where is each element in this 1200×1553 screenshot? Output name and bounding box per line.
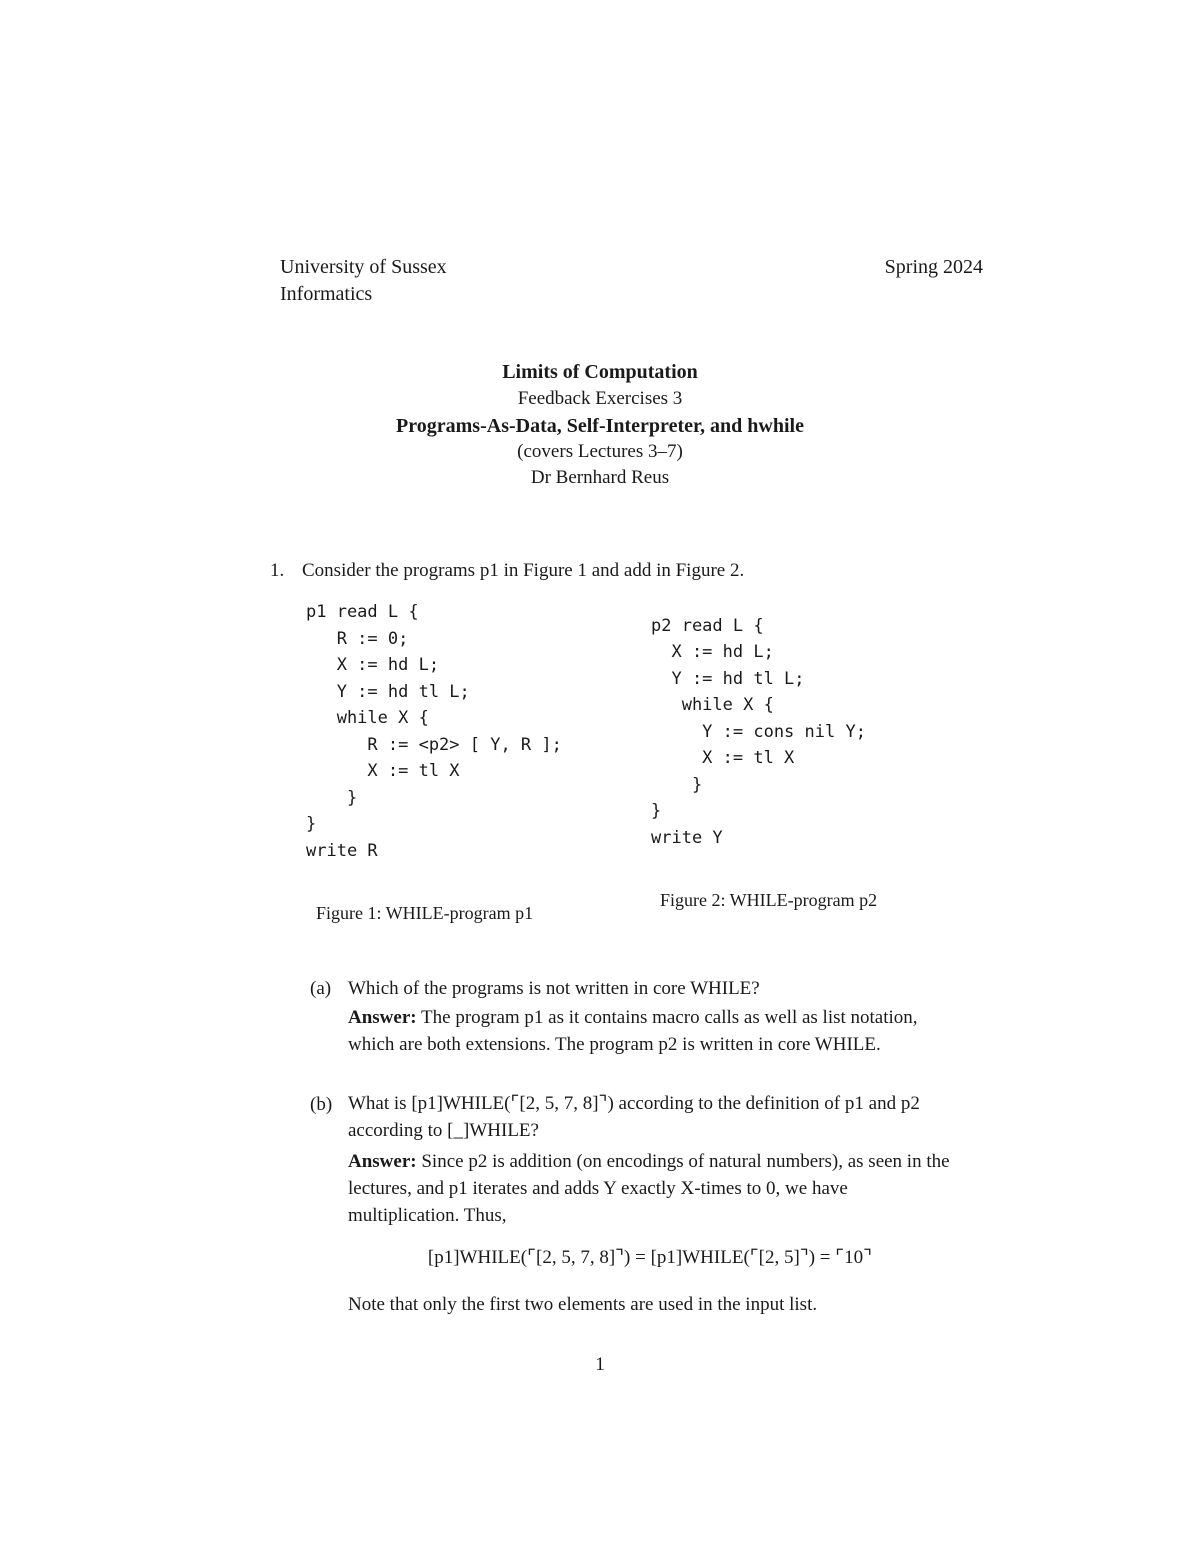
sheet-title: Feedback Exercises 3: [517, 388, 683, 409]
part-a-answer: [348, 1004, 953, 1058]
equation: [p1]WHILE(⌜[2, 5, 7, 8]⌝) = [p1]WHILE(⌜[2, 5]⌝) = ⌜10⌝: [427, 1247, 873, 1268]
code-line: while X {: [306, 708, 429, 728]
topic-title: Programs-As-Data, Self-Interpreter, and hwhile: [396, 415, 804, 437]
question-number: 1.: [270, 560, 285, 581]
code-line: write R: [306, 841, 378, 861]
code-line: R := 0;: [306, 629, 409, 649]
answer-text: The program p1 as it contains macro calls as well as list notation, which are both extensions. The program p2 is written in core WHILE.: [348, 1007, 918, 1055]
code-line: X := tl X: [651, 748, 795, 768]
code-line: write Y: [651, 828, 723, 848]
course-title: Limits of Computation: [502, 361, 698, 383]
coverage: (covers Lectures 3–7): [517, 441, 683, 462]
page-number: 1: [595, 1354, 605, 1375]
code-line: }: [306, 788, 358, 808]
code-line: Y := cons nil Y;: [651, 722, 866, 742]
institution: University of Sussex: [280, 256, 447, 278]
part-a-label: (a): [310, 978, 332, 999]
part-b-question: What is [p1]WHILE(⌜[2, 5, 7, 8]⌝) according to the definition of p1 and p2 according to [_]WHILE?: [348, 1093, 920, 1141]
answer-label: Answer:: [348, 1007, 417, 1028]
code-line: }: [306, 814, 317, 834]
code-line: }: [651, 775, 703, 795]
figure1-caption: Figure 1: WHILE-program p1: [316, 903, 534, 923]
question-intro: Consider the programs p1 in Figure 1 and add in Figure 2.: [302, 560, 745, 581]
part-a-question: Which of the programs is not written in core WHILE?: [348, 978, 760, 999]
code-line: while X {: [651, 695, 774, 715]
code-line: }: [651, 801, 662, 821]
code-line: p1 read L {: [306, 602, 419, 622]
code-line: Y := hd tl L;: [306, 682, 470, 702]
code-line: X := hd L;: [651, 642, 774, 662]
part-b-label: (b): [310, 1094, 333, 1115]
answer-text: Since p2 is addition (on encodings of natural numbers), as seen in the lectures, and p1 iterates and adds Y exactly X-times to 0, we have multiplication. Thus,: [348, 1151, 950, 1226]
code-line: Y := hd tl L;: [651, 669, 805, 689]
code-line: X := tl X: [306, 761, 460, 781]
answer-label: Answer:: [348, 1151, 417, 1172]
author: Dr Bernhard Reus: [530, 467, 670, 488]
figure2-caption: Figure 2: WHILE-program p2: [660, 890, 878, 910]
part-b-note: Note that only the first two elements are used in the input list.: [348, 1294, 818, 1315]
code-line: R := <p2> [ Y, R ];: [306, 735, 562, 755]
code-line: X := hd L;: [306, 655, 440, 675]
code-line: p2 read L {: [651, 616, 764, 636]
term: Spring 2024: [884, 256, 983, 278]
part-b-answer: [348, 1148, 953, 1229]
department: Informatics: [280, 283, 373, 305]
